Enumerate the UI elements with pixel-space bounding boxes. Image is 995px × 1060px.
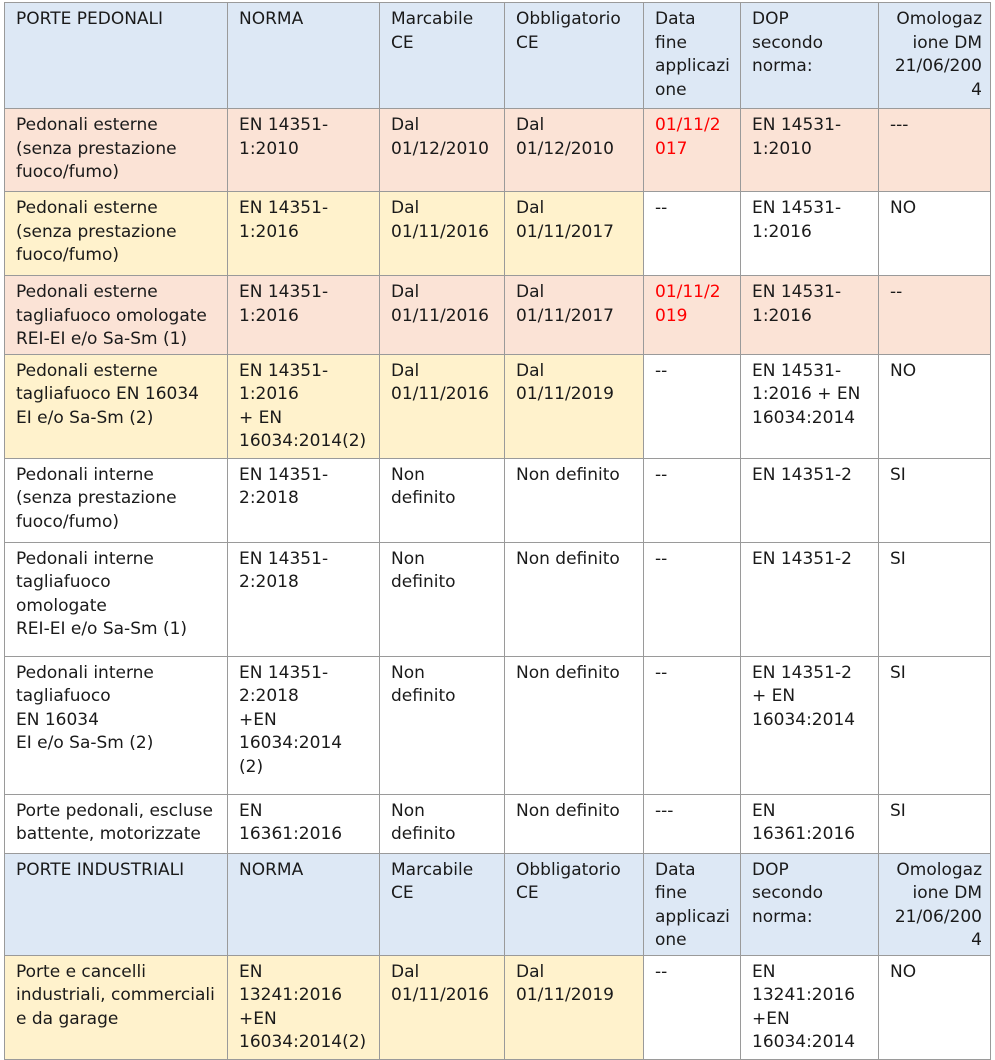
- cell-obbligatorio: Non definito: [505, 656, 644, 794]
- cell-omologazione: SI: [879, 656, 991, 794]
- header-marcabile-ce: Marcabile CE: [380, 3, 505, 109]
- cell-marcabile: Non definito: [380, 794, 505, 853]
- cell-marcabile: Non definito: [380, 656, 505, 794]
- cell-marcabile: Dal 01/12/2010: [380, 109, 505, 192]
- cell-obbligatorio: Dal 01/11/2019: [505, 354, 644, 458]
- cell-data-fine: --: [644, 656, 741, 794]
- cell-category: Pedonali esterne tagliafuoco EN 16034 EI e/o Sa-Sm (2): [5, 354, 228, 458]
- header-data-fine: Data fine applicazi one: [644, 3, 741, 109]
- cell-dop: EN 14531- 1:2016: [741, 192, 879, 276]
- table-row: [5, 542, 991, 656]
- cell-dop: EN 14531- 1:2016 + EN 16034:2014: [741, 354, 879, 458]
- cell-dop: EN 14351-2 + EN 16034:2014: [741, 656, 879, 794]
- cell-norma: EN 14351- 2:2018: [228, 458, 380, 542]
- cell-norma: EN 14351- 1:2016: [228, 276, 380, 355]
- cell-obbligatorio: Dal 01/11/2019: [505, 955, 644, 1059]
- cell-category: Pedonali interne tagliafuoco omologate REI-EI e/o Sa-Sm (1): [5, 542, 228, 656]
- cell-data-fine: --: [644, 542, 741, 656]
- cell-dop: EN 13241:2016 +EN 16034:2014: [741, 955, 879, 1059]
- cell-category: Pedonali interne tagliafuoco EN 16034 EI e/o Sa-Sm (2): [5, 656, 228, 794]
- doors-ce-table: [4, 2, 991, 1060]
- table-row: [5, 458, 991, 542]
- header-row-porte-pedonali: [5, 3, 991, 109]
- cell-dop: EN 14531- 1:2010: [741, 109, 879, 192]
- header-row-porte-industriali: [5, 853, 991, 955]
- header-norma: NORMA: [228, 3, 380, 109]
- header-category: PORTE PEDONALI: [5, 3, 228, 109]
- cell-dop: EN 14351-2: [741, 458, 879, 542]
- cell-dop: EN 16361:2016: [741, 794, 879, 853]
- cell-norma: EN 14351- 1:2010: [228, 109, 380, 192]
- cell-category: Pedonali esterne (senza prestazione fuoco/fumo): [5, 192, 228, 276]
- table-row: [5, 794, 991, 853]
- cell-omologazione: NO: [879, 354, 991, 458]
- table-row: [5, 354, 991, 458]
- cell-category: Porte pedonali, escluse battente, motorizzate: [5, 794, 228, 853]
- cell-data-fine: --: [644, 354, 741, 458]
- cell-norma: EN 13241:2016 +EN 16034:2014(2): [228, 955, 380, 1059]
- cell-omologazione: SI: [879, 794, 991, 853]
- cell-data-fine: --: [644, 458, 741, 542]
- cell-norma: EN 14351- 1:2016 + EN 16034:2014(2): [228, 354, 380, 458]
- cell-omologazione: SI: [879, 458, 991, 542]
- header-marcabile-ce: Marcabile CE: [380, 853, 505, 955]
- cell-omologazione: NO: [879, 955, 991, 1059]
- cell-omologazione: ---: [879, 109, 991, 192]
- table-row: [5, 656, 991, 794]
- header-dop: DOP secondo norma:: [741, 3, 879, 109]
- cell-obbligatorio: Dal 01/11/2017: [505, 192, 644, 276]
- cell-category: Pedonali esterne (senza prestazione fuoco/fumo): [5, 109, 228, 192]
- cell-dop: EN 14351-2: [741, 542, 879, 656]
- header-obbligatorio-ce: Obbligatorio CE: [505, 853, 644, 955]
- cell-obbligatorio: Non definito: [505, 458, 644, 542]
- cell-norma: EN 14351- 2:2018: [228, 542, 380, 656]
- cell-marcabile: Non definito: [380, 458, 505, 542]
- header-omologazione: Omologaz ione DM 21/06/200 4: [879, 853, 991, 955]
- header-data-fine: Data fine applicazi one: [644, 853, 741, 955]
- cell-category: Porte e cancelli industriali, commerciali e da garage: [5, 955, 228, 1059]
- cell-data-fine: ---: [644, 794, 741, 853]
- cell-marcabile: Dal 01/11/2016: [380, 354, 505, 458]
- cell-category: Pedonali interne (senza prestazione fuoco/fumo): [5, 458, 228, 542]
- table-row: [5, 192, 991, 276]
- cell-marcabile: Non definito: [380, 542, 505, 656]
- header-category: PORTE INDUSTRIALI: [5, 853, 228, 955]
- cell-data-fine: --: [644, 955, 741, 1059]
- cell-omologazione: NO: [879, 192, 991, 276]
- cell-obbligatorio: Non definito: [505, 542, 644, 656]
- table-row: [5, 955, 991, 1059]
- cell-marcabile: Dal 01/11/2016: [380, 192, 505, 276]
- cell-data-fine: 01/11/2 019: [644, 276, 741, 355]
- cell-obbligatorio: Dal 01/11/2017: [505, 276, 644, 355]
- cell-norma: EN 14351- 1:2016: [228, 192, 380, 276]
- cell-norma: EN 16361:2016: [228, 794, 380, 853]
- header-dop: DOP secondo norma:: [741, 853, 879, 955]
- table-row: [5, 276, 991, 355]
- cell-category: Pedonali esterne tagliafuoco omologate REI-EI e/o Sa-Sm (1): [5, 276, 228, 355]
- table-row: [5, 109, 991, 192]
- cell-dop: EN 14531- 1:2016: [741, 276, 879, 355]
- cell-omologazione: --: [879, 276, 991, 355]
- cell-omologazione: SI: [879, 542, 991, 656]
- cell-marcabile: Dal 01/11/2016: [380, 276, 505, 355]
- cell-marcabile: Dal 01/11/2016: [380, 955, 505, 1059]
- header-norma: NORMA: [228, 853, 380, 955]
- header-obbligatorio-ce: Obbligatorio CE: [505, 3, 644, 109]
- header-omologazione: Omologaz ione DM 21/06/200 4: [879, 3, 991, 109]
- cell-data-fine: --: [644, 192, 741, 276]
- cell-norma: EN 14351- 2:2018 +EN 16034:2014 (2): [228, 656, 380, 794]
- cell-obbligatorio: Dal 01/12/2010: [505, 109, 644, 192]
- cell-obbligatorio: Non definito: [505, 794, 644, 853]
- cell-data-fine: 01/11/2 017: [644, 109, 741, 192]
